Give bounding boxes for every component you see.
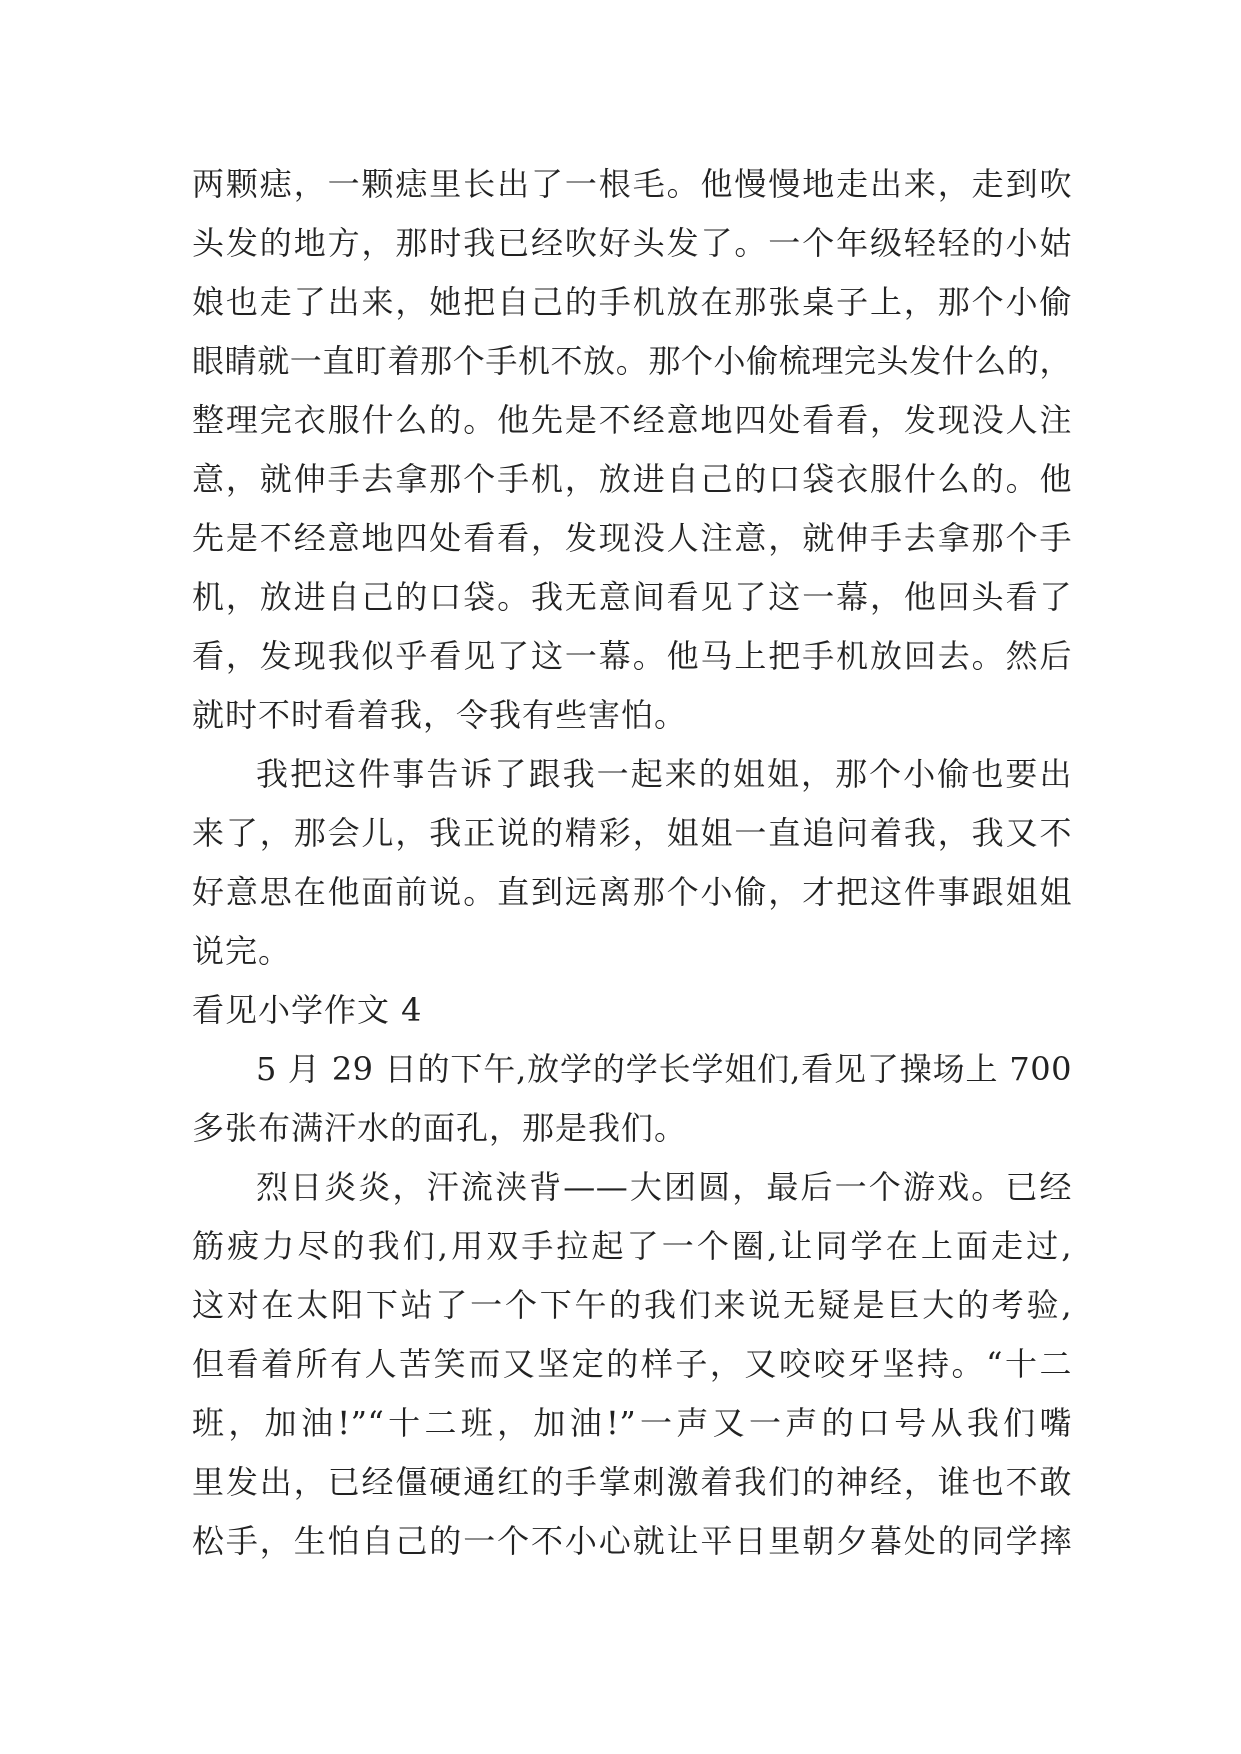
- text-line: 我把这件事告诉了跟我一起来的姐姐，那个小偷也要出: [256, 755, 1072, 793]
- paragraph: [192, 1158, 1072, 1571]
- text-line: 松手，生怕自己的一个不小心就让平日里朝夕暮处的同学摔: [192, 1522, 1072, 1560]
- text-line: 头发的地方，那时我已经吹好头发了。一个年级轻轻的小姑: [192, 224, 1072, 262]
- text-line: 眼睛就一直盯着那个手机不放。那个小偷梳理完头发什么的，: [192, 342, 1072, 380]
- text-line: 里发出，已经僵硬通红的手掌刺激着我们的神经，谁也不敢: [192, 1463, 1072, 1501]
- text-line: 班，加油!”“十二班，加油!”一声又一声的口号从我们嘴: [192, 1404, 1072, 1442]
- text-line: 机，放进自己的口袋。我无意间看见了这一幕，他回头看了: [192, 578, 1072, 616]
- text-line: 烈日炎炎，汗流浃背——大团圆，最后一个游戏。已经: [256, 1168, 1072, 1206]
- paragraph: [192, 1040, 1072, 1158]
- paragraph: [192, 155, 1072, 745]
- text-line: 看，发现我似乎看见了这一幕。他马上把手机放回去。然后: [192, 637, 1072, 675]
- text-line: 这对在太阳下站了一个下午的我们来说无疑是巨大的考验,: [192, 1286, 1072, 1324]
- section-heading: 看见小学作文 4: [192, 991, 423, 1029]
- text-line: 多张布满汗水的面孔，那是我们。: [192, 1109, 688, 1147]
- text-line: 好意思在他面前说。直到远离那个小偷，才把这件事跟姐姐: [192, 873, 1072, 911]
- text-line: 来了，那会儿，我正说的精彩，姐姐一直追问着我，我又不: [192, 814, 1072, 852]
- paragraph: [192, 745, 1072, 981]
- text-line: 娘也走了出来，她把自己的手机放在那张桌子上，那个小偷: [192, 283, 1072, 321]
- text-line: 就时不时看着我，令我有些害怕。: [192, 696, 688, 734]
- text-line: 筋疲力尽的我们,用双手拉起了一个圈,让同学在上面走过,: [192, 1227, 1072, 1265]
- document-body: [192, 155, 1072, 1571]
- text-line: 说完。: [192, 932, 292, 970]
- text-line: 两颗痣，一颗痣里长出了一根毛。他慢慢地走出来，走到吹: [192, 165, 1072, 203]
- text-line: 整理完衣服什么的。他先是不经意地四处看看，发现没人注: [192, 401, 1072, 439]
- text-line: 意，就伸手去拿那个手机，放进自己的口袋衣服什么的。他: [192, 460, 1072, 498]
- text-line: 5 月 29 日的下午,放学的学长学姐们,看见了操场上 700: [256, 1050, 1072, 1088]
- text-line: 但看着所有人苦笑而又坚定的样子，又咬咬牙坚持。“十二: [192, 1345, 1072, 1383]
- text-line: 先是不经意地四处看看，发现没人注意，就伸手去拿那个手: [192, 519, 1072, 557]
